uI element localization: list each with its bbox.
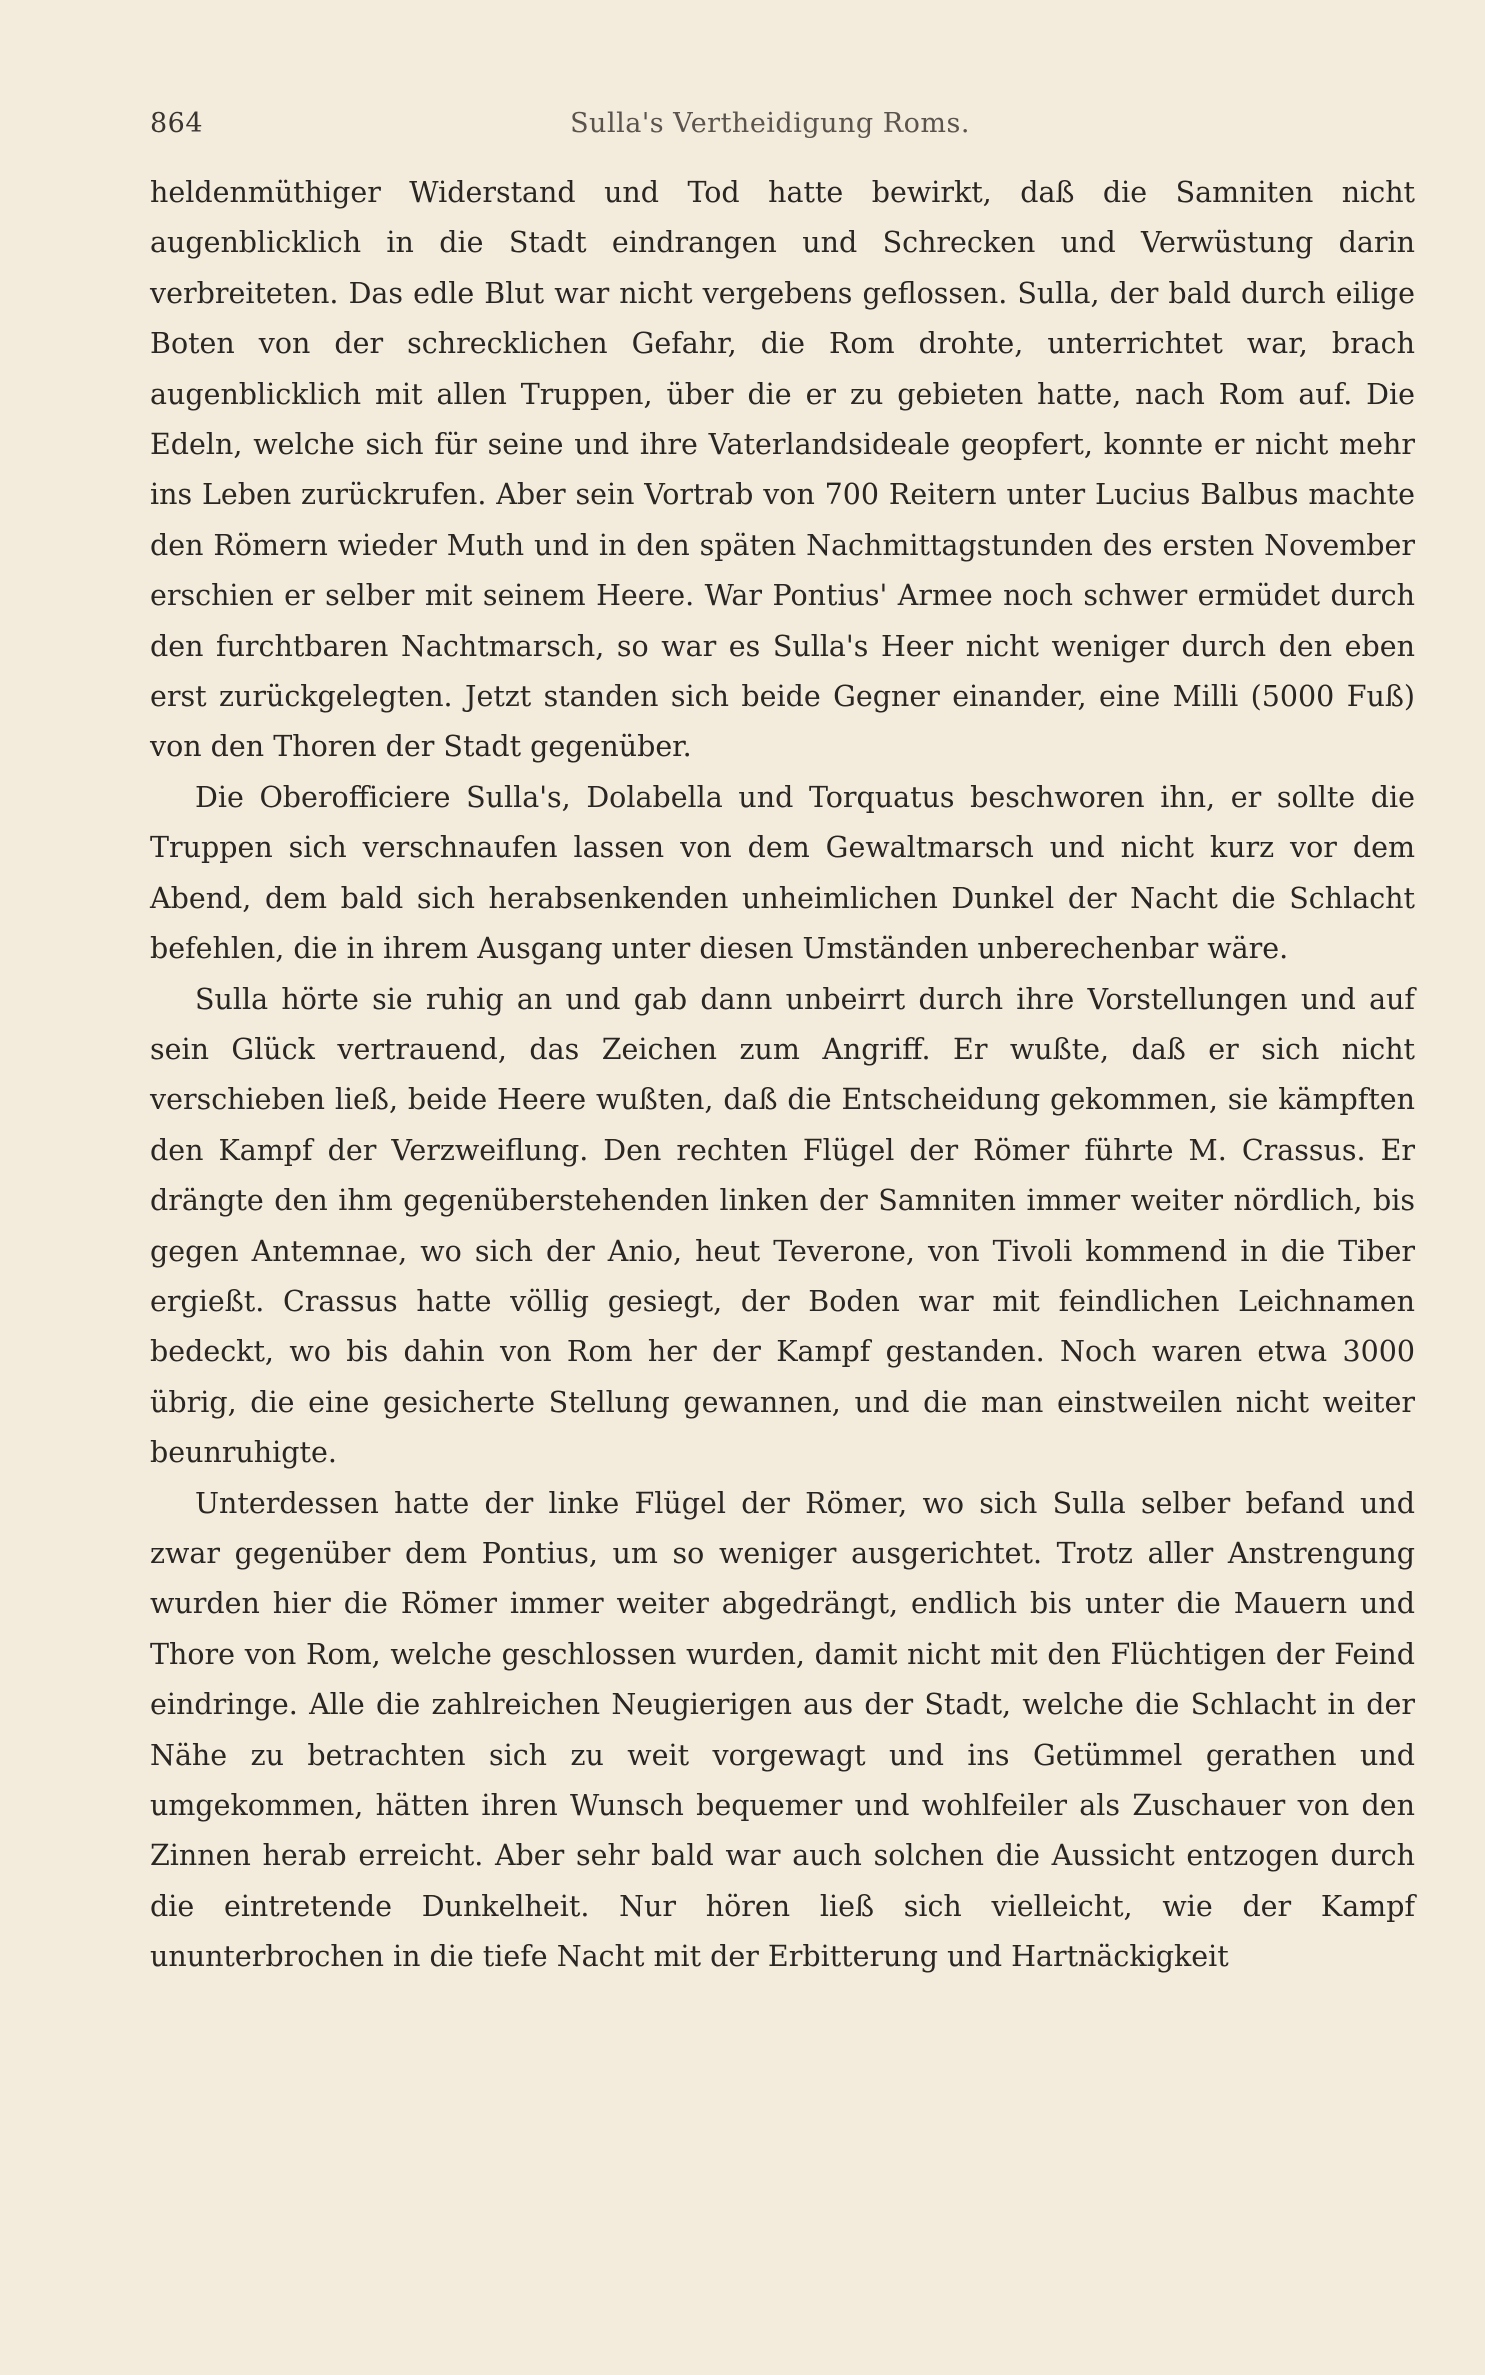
running-title: Sulla's Vertheidigung Roms. [570,108,970,139]
body-text [150,168,1415,1983]
paragraph-4: Unterdessen hatte der linke Flügel der Römer, wo sich Sulla selber befand und zwar gegenüber dem Pontius, um so weniger ausgerichtet. Trotz aller Anstrengung wurden hier die Römer immer weiter abgedrängt, endlich bis unter die Mauern und Thore von Rom, welche geschlossen wurden, damit nicht mit den Flüchtigen der Feind eindringe. Alle die zahlreichen Neugierigen aus der Stadt, welche die Schlacht in der Nähe zu betrachten sich zu weit vorgewagt und ins Getümmel gerathen und umgekommen, hätten ihren Wunsch bequemer und wohlfeiler als Zuschauer von den Zinnen herab erreicht. Aber sehr bald war auch solchen die Aussicht entzogen durch die eintretende Dunkelheit. Nur hören ließ sich vielleicht, wie der Kampf ununterbrochen in die tiefe Nacht mit der Erbitterung und Hartnäckigkeit [150,1486,1415,1974]
paragraph-3: Sulla hörte sie ruhig an und gab dann unbeirrt durch ihre Vorstellungen und auf sein Glück vertrauend, das Zeichen zum Angriff. Er wußte, daß er sich nicht verschieben ließ, beide Heere wußten, daß die Entscheidung gekommen, sie kämpften den Kampf der Verzweiflung. Den rechten Flügel der Römer führte M. Crassus. Er drängte den ihm gegenüberstehenden linken der Samniten immer weiter nördlich, bis gegen Antemnae, wo sich der Anio, heut Teverone, von Tivoli kommend in die Tiber ergießt. Crassus hatte völlig gesiegt, der Boden war mit feindlichen Leichnamen bedeckt, wo bis dahin von Rom her der Kampf gestanden. Noch waren etwa 3000 übrig, die eine gesicherte Stellung gewannen, und die man einstweilen nicht weiter beunruhigte. [150,982,1415,1470]
page-number: 864 [150,108,204,139]
paragraph-1: heldenmüthiger Widerstand und Tod hatte bewirkt, daß die Samniten nicht augenblicklich in die Stadt eindrangen und Schrecken und Verwüstung darin verbreiteten. Das edle Blut war nicht vergebens geflossen. Sulla, der bald durch eilige Boten von der schrecklichen Gefahr, die Rom drohte, unterrichtet war, brach augenblicklich mit allen Truppen, über die er zu gebieten hatte, nach Rom auf. Die Edeln, welche sich für seine und ihre Vaterlandsideale geopfert, konnte er nicht mehr ins Leben zurückrufen. Aber sein Vortrab von 700 Reitern unter Lucius Balbus machte den Römern wieder Muth und in den späten Nachmittagstunden des ersten November erschien er selber mit seinem Heere. War Pontius' Armee noch schwer ermüdet durch den furchtbaren Nachtmarsch, so war es Sulla's Heer nicht weniger durch den eben erst zurückgelegten. Jetzt standen sich beide Gegner einander, eine Milli (5000 Fuß) von den Thoren der Stadt gegenüber. [150,176,1415,764]
running-head [150,108,1390,160]
paragraph-2: Die Oberofficiere Sulla's, Dolabella und Torquatus beschworen ihn, er sollte die Truppen sich verschnaufen lassen von dem Gewaltmarsch und nicht kurz vor dem Abend, dem bald sich herabsenkenden unheimlichen Dunkel der Nacht die Schlacht befehlen, die in ihrem Ausgang unter diesen Umständen unberechenbar wäre. [150,780,1415,966]
